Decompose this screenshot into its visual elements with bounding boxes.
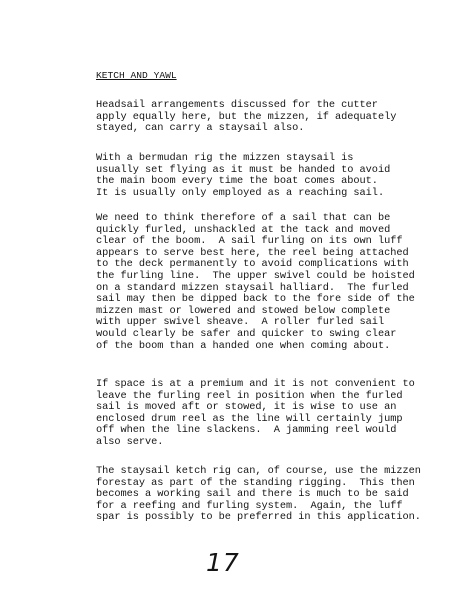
paragraph-line: It is usually only employed as a reaching sail.: [96, 186, 385, 199]
paragraph-line: We need to think therefore of a sail that can be: [96, 212, 391, 224]
paragraph-line: the main boom every time the boat comes about.: [96, 175, 378, 188]
paragraph-headsail: [96, 100, 436, 135]
paragraph-line: to the deck permanently to avoid complications with: [96, 258, 409, 271]
paragraph-line: stayed, can carry a staysail also.: [96, 122, 305, 135]
paragraph-line: forestay as part of the standing rigging. This then: [96, 476, 415, 489]
paragraph-line: with upper swivel sheave. A roller furled sail: [96, 316, 385, 329]
paragraph-furling-sail: [96, 213, 436, 352]
paragraph-line: If space is at a premium and it is not convenient to: [96, 378, 415, 390]
paragraph-line: sail may then be dipped back to the fore side of the: [96, 293, 415, 306]
paragraph-line: appears to serve best here, the reel being attached: [96, 246, 409, 259]
paragraph-line: for a reefing and furling system. Again, the luff: [96, 499, 403, 512]
paragraph-line: the furling line. The upper swivel could be hoisted: [96, 269, 415, 282]
paragraph-staysail-ketch: [96, 466, 436, 524]
paragraph-line: becomes a working sail and there is much to be said: [96, 488, 409, 501]
paragraph-line: enclosed drum reel as the line will certainly jump: [96, 412, 403, 425]
paragraph-drum-reel: [96, 379, 436, 449]
paragraph-line: also serve.: [96, 435, 164, 448]
paragraph-line: leave the furling reel in position when the furled: [96, 389, 403, 402]
paragraph-line: mizzen mast or lowered and stowed below complete: [96, 304, 391, 317]
paragraph-line: With a bermudan rig the mizzen staysail is: [96, 152, 354, 164]
page-number: 17: [206, 548, 240, 577]
paragraph-line: apply equally here, but the mizzen, if adequately: [96, 110, 397, 123]
paragraph-line: The staysail ketch rig can, of course, use the mizzen: [96, 465, 421, 477]
paragraph-line: clear of the boom. A sail furling on its own luff: [96, 235, 403, 248]
paragraph-line: Headsail arrangements discussed for the cutter: [96, 99, 378, 111]
paragraph-bermudan-rig: [96, 153, 436, 199]
paragraph-line: usually set flying as it must be handed to avoid: [96, 163, 391, 176]
paragraph-line: quickly furled, unshackled at the tack and moved: [96, 223, 391, 236]
section-heading: KETCH AND YAWL: [96, 70, 177, 81]
paragraph-line: would clearly be safer and quicker to swing clear: [96, 327, 397, 340]
paragraph-line: spar is possibly to be preferred in this application.: [96, 511, 421, 524]
paragraph-line: sail is moved aft or stowed, it is wise to use an: [96, 401, 397, 414]
paragraph-line: off when the line slackens. A jamming reel would: [96, 424, 397, 437]
paragraph-line: on a standard mizzen staysail halliard. The furled: [96, 281, 409, 294]
paragraph-line: of the boom than a handed one when coming about.: [96, 339, 391, 352]
